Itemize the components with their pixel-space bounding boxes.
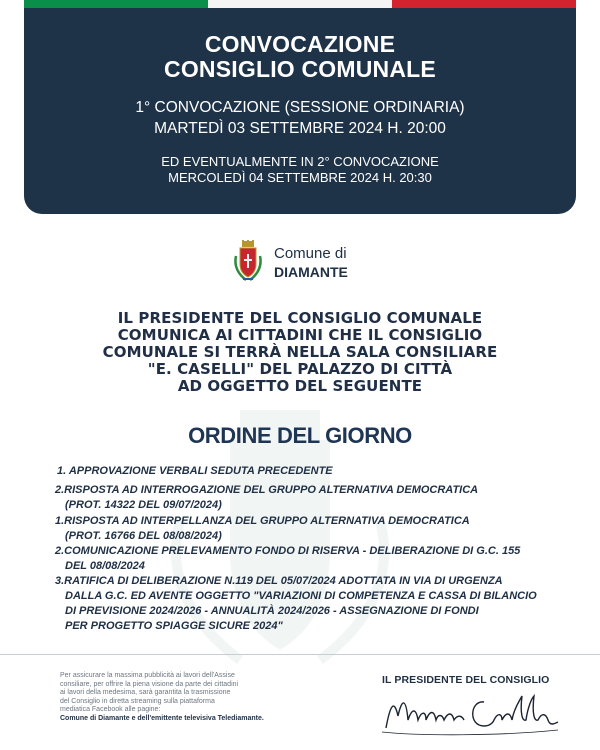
agenda-item-continuation: PER PROGETTO SPIAGGE SICURE 2024" [65,620,283,632]
president-label: IL PRESIDENTE DEL CONSIGLIO [382,674,550,686]
agenda-item-continuation: (PROT. 16766 DEL 08/08/2024) [65,530,222,542]
title-line-2: CONSIGLIO COMUNALE [164,56,436,82]
announcement-line: "E. CASELLI" DEL PALAZZO DI CITTÀ [147,360,453,378]
second-convocation: ED EVENTUALMENTE IN 2° CONVOCAZIONE [161,154,439,169]
header-panel [24,8,576,214]
comune-name: DIAMANTE [274,264,348,280]
agenda-item-continuation: (PROT. 14322 DEL 09/07/2024) [65,499,222,511]
footer-divider [0,654,600,655]
agenda-item: 1. APPROVAZIONE VERBALI SEDUTA PRECEDENTE [57,465,333,477]
agenda-item: 2.COMUNICAZIONE PRELEVAMENTO FONDO DI RISERVA - DELIBERAZIONE DI G.C. 155 [55,545,521,557]
announcement-line: COMUNICA AI CITTADINI CHE IL CONSIGLIO [117,326,483,344]
second-convocation-date: MERCOLEDÌ 04 SETTEMBRE 2024 H. 20:30 [168,170,432,185]
streaming-note-line: mediatica Facebook alle pagine: [60,706,161,714]
streaming-note-line: ai lavori della medesima, sarà garantita la trasmissione [60,689,231,697]
first-convocation-date: MARTEDÌ 03 SETTEMBRE 2024 H. 20:00 [154,120,446,137]
streaming-note-line: Per assicurare la massima pubblicità ai lavori dell'Assise [60,672,235,679]
signature-icon [380,686,560,738]
agenda-title: ORDINE DEL GIORNO [188,423,412,448]
comune-prefix: Comune di [274,245,347,262]
streaming-note-line: consiliare, per offrire la piena visione da parte dei cittadini [60,680,239,688]
agenda-item-continuation: DALLA G.C. ED AVENTE OGGETTO "VARIAZIONI DI COMPETENZA E CASSA DI BILANCIO [65,590,537,602]
agenda-item-continuation: DI PREVISIONE 2024/2026 - ANNUALITÀ 2024/2026 - ASSEGNAZIONE DI FONDI [65,605,479,617]
announcement-line: IL PRESIDENTE DEL CONSIGLIO COMUNALE [117,309,483,327]
title-line-1: CONVOCAZIONE [204,31,396,57]
flag-white-band [208,0,392,8]
coat-of-arms-icon [232,240,264,282]
italian-flag-strip [24,0,576,8]
announcement-line: COMUNALE SI TERRÀ NELLA SALA CONSILIARE [102,343,498,361]
streaming-note-line: del Consiglio in diretta streaming sulla piattaforma [60,697,215,705]
agenda-item: 3.RATIFICA DI DELIBERAZIONE N.119 DEL 05/07/2024 ADOTTATA IN VIA DI URGENZA [55,575,503,587]
flag-red-band [392,0,576,8]
agenda-item: 1.RISPOSTA AD INTERPELLANZA DEL GRUPPO ALTERNATIVA DEMOCRATICA [55,515,470,527]
agenda-item-continuation: DEL 08/08/2024 [65,560,145,572]
first-convocation: 1° CONVOCAZIONE (SESSIONE ORDINARIA) [135,99,465,116]
streaming-pages: Comune di Diamante e dell'emittente televisiva Telediamante. [60,714,264,722]
agenda-item: 2.RISPOSTA AD INTERROGAZIONE DEL GRUPPO ALTERNATIVA DEMOCRATICA [55,484,479,496]
flag-green-band [24,0,208,8]
announcement-line: AD OGGETTO DEL SEGUENTE [177,377,423,395]
streaming-note [60,672,310,724]
